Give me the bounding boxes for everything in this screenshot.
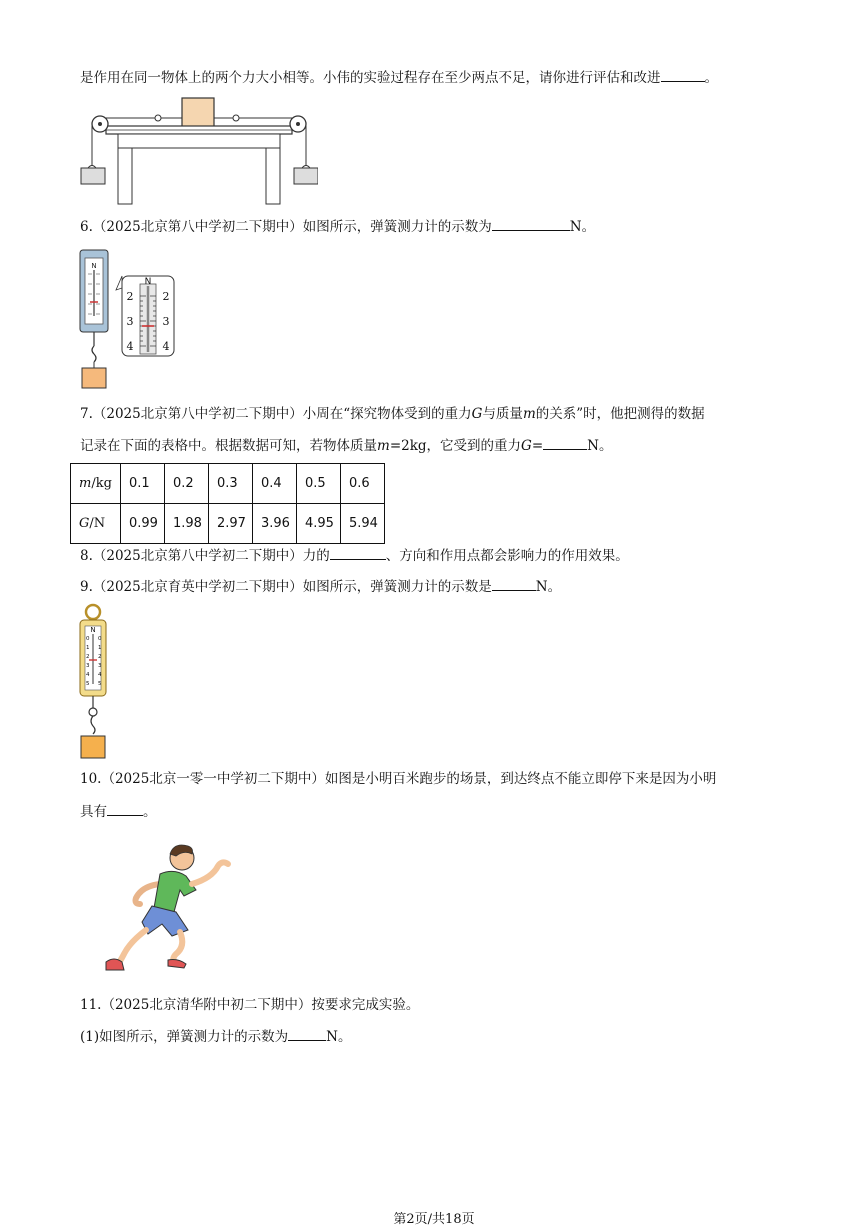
row-label-G: G/N — [71, 504, 121, 544]
spring-scale-figure-q6 — [76, 246, 180, 392]
table-row — [71, 464, 385, 504]
zoom-label-left-3: 3 — [126, 315, 134, 328]
table-row — [71, 504, 385, 544]
table-cell: 0.2 — [165, 464, 209, 504]
svg-text:3: 3 — [86, 663, 90, 669]
q7-line1 — [80, 405, 705, 423]
zoom-label-right-4: 4 — [162, 340, 170, 353]
q7-text-c: 的关系”时，他把测得的数据 — [535, 406, 705, 422]
q5-answer-blank[interactable] — [661, 68, 705, 82]
table-cell: 1.98 — [165, 504, 209, 544]
runner-figure — [100, 838, 240, 978]
q11-unit: N。 — [326, 1029, 352, 1045]
table-cell: 0.3 — [209, 464, 253, 504]
q7-var-m2: m — [377, 438, 390, 454]
q10-answer-blank[interactable] — [107, 802, 143, 816]
svg-text:4: 4 — [98, 672, 102, 678]
q7-text-f: = — [531, 438, 544, 454]
svg-text:N: N — [91, 262, 97, 270]
left-weight — [81, 168, 105, 184]
q9-answer-blank[interactable] — [492, 577, 536, 591]
q10-text-c: 。 — [143, 804, 157, 820]
svg-text:5: 5 — [98, 681, 102, 687]
q5-end: 。 — [704, 70, 718, 86]
q6-line — [80, 217, 595, 236]
svg-text:3: 3 — [98, 663, 102, 669]
q7-answer-blank[interactable] — [543, 436, 587, 450]
q7-text-d: 记录在下面的表格中。根据数据可知，若物体质量 — [80, 438, 377, 454]
q6-answer-blank[interactable] — [492, 217, 570, 231]
table-cell: 2.97 — [209, 504, 253, 544]
row-label-m: m/kg — [71, 464, 121, 504]
q8-text-a: 8.（2025北京第八中学初二下期中）力的 — [80, 548, 330, 564]
hanging-weight — [82, 368, 106, 388]
table-cell: 4.95 — [297, 504, 341, 544]
table-cell: 0.99 — [121, 504, 165, 544]
q9-scale-unit: N — [90, 626, 96, 634]
zoom-label-left-4: 4 — [126, 340, 134, 353]
q11-answer-blank[interactable] — [288, 1027, 326, 1041]
q11-line2 — [80, 1027, 351, 1046]
svg-text:2: 2 — [98, 654, 102, 660]
table-cell: 0.1 — [121, 464, 165, 504]
q8-line — [80, 546, 629, 565]
q6-text: 6.（2025北京第八中学初二下期中）如图所示，弹簧测力计的示数为 — [80, 219, 492, 235]
table-cell: 0.4 — [253, 464, 297, 504]
hanging-weight — [81, 736, 105, 758]
zoom-label-right-3: 3 — [162, 315, 170, 328]
svg-text:1: 1 — [86, 645, 90, 651]
right-weight — [294, 168, 318, 184]
q9-line — [80, 577, 561, 596]
q7-text-b: 与质量 — [482, 406, 523, 422]
q7-line2 — [80, 436, 612, 455]
page-footer: 第2页/共18页 — [393, 1212, 475, 1227]
q11-line1 — [80, 996, 419, 1014]
table-cell: 5.94 — [341, 504, 385, 544]
table-cell: 0.5 — [297, 464, 341, 504]
q6-unit: N。 — [569, 219, 596, 235]
table-cell: 3.96 — [253, 504, 297, 544]
mass-weight-table — [70, 463, 385, 544]
zoom-unit: N — [144, 277, 152, 287]
q10-line2 — [80, 802, 157, 821]
svg-text:0: 0 — [98, 636, 102, 642]
q9-text: 9.（2025北京育英中学初二下期中）如图所示，弹簧测力计的示数是 — [80, 579, 492, 595]
pulley-table-figure — [78, 96, 318, 208]
q9-unit: N。 — [535, 579, 562, 595]
svg-text:4: 4 — [86, 672, 90, 678]
q11-text-b: (1)如图所示，弹簧测力计的示数为 — [80, 1029, 289, 1045]
q7-var-G: G — [471, 406, 483, 422]
svg-text:2: 2 — [86, 654, 90, 660]
q11-text-a: 11.（2025北京清华附中初二下期中）按要求完成实验。 — [80, 997, 420, 1013]
zoom-label-right-2: 2 — [162, 290, 170, 303]
q5-tail-text: 是作用在同一物体上的两个力大小相等。小伟的实验过程存在至少两点不足，请你进行评估和改进 — [80, 70, 661, 86]
wooden-block — [182, 98, 214, 128]
zoom-label-left-2: 2 — [126, 290, 134, 303]
q7-text-e: =2kg，它受到的重力 — [389, 438, 522, 454]
q10-line1 — [80, 770, 716, 788]
q10-text-a: 10.（2025北京一零一中学初二下期中）如图是小明百米跑步的场景，到达终点不能立即停下来是因为小明 — [80, 771, 717, 787]
q7-unit: N。 — [587, 438, 613, 454]
q10-text-b: 具有 — [80, 804, 107, 820]
green-shirt — [154, 871, 196, 912]
spring-scale-figure-q9 — [76, 602, 110, 762]
q8-answer-blank[interactable] — [330, 546, 386, 560]
q7-text-a: 7.（2025北京第八中学初二下期中）小周在“探究物体受到的重力 — [80, 406, 472, 422]
top-ring — [86, 605, 100, 619]
q5-tail-line — [80, 68, 718, 87]
q8-text-b: 、方向和作用点都会影响力的作用效果。 — [385, 548, 629, 564]
svg-text:5: 5 — [86, 681, 90, 687]
q7-var-G2: G — [521, 438, 532, 454]
table-cell: 0.6 — [341, 464, 385, 504]
svg-text:1: 1 — [98, 645, 102, 651]
svg-text:0: 0 — [86, 636, 90, 642]
q7-var-m: m — [522, 406, 536, 422]
